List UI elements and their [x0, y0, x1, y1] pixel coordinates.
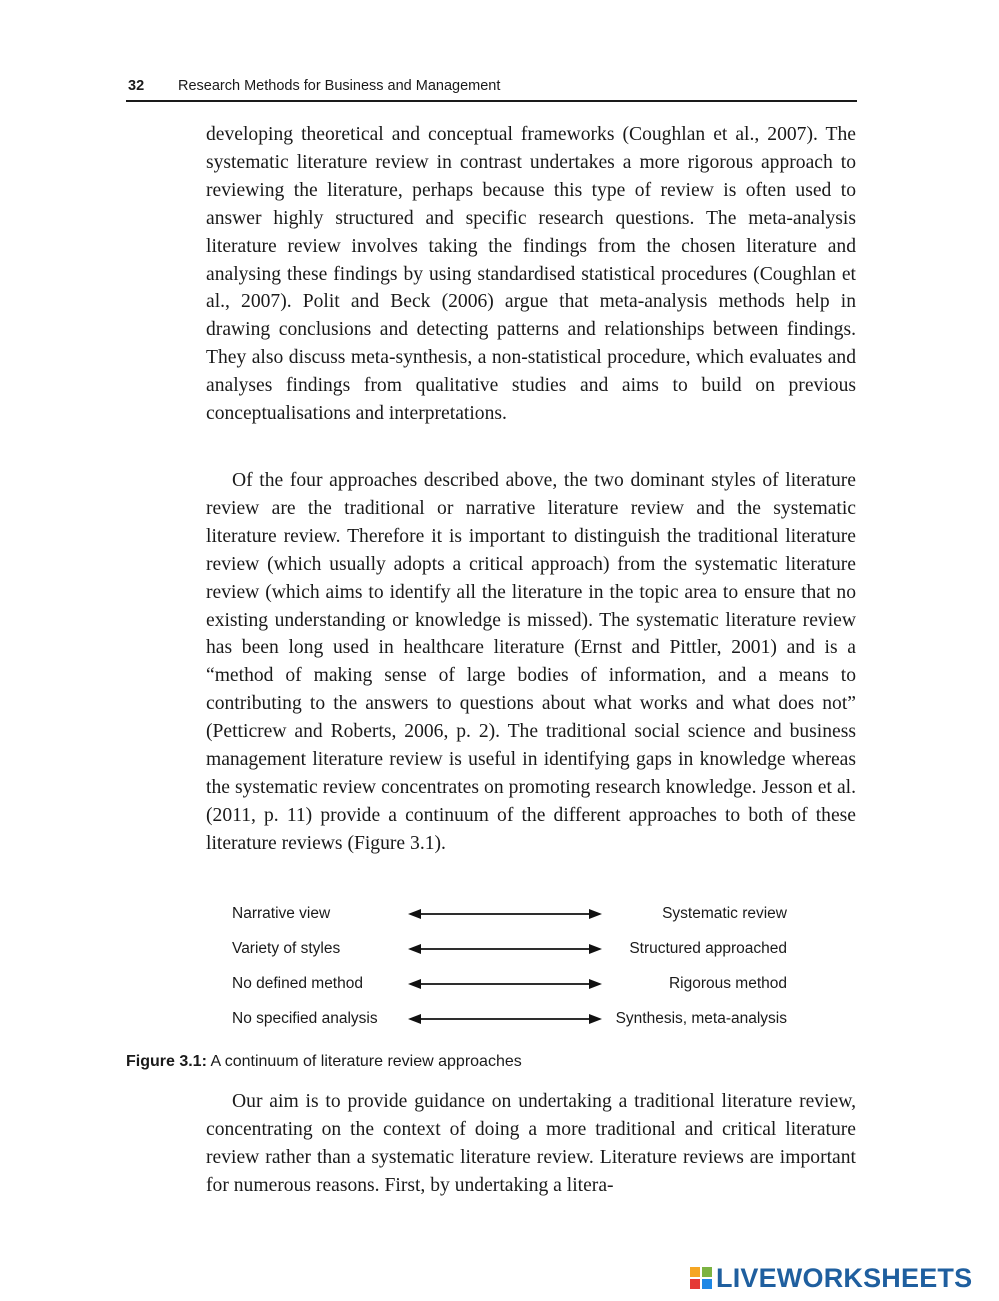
book-title: Research Methods for Business and Management	[178, 78, 501, 94]
figure-left-label: No defined method	[232, 975, 363, 992]
liveworksheets-logo	[690, 1263, 972, 1293]
figure-right-label: Rigorous method	[668, 975, 787, 992]
figure-right-label: Synthesis, meta-analysis	[615, 1010, 787, 1027]
paragraph-3: Our aim is to provide guidance on undertaking a traditional literature review, concentrating on the context of doing a more traditional and critical literature review rather than a systematic literature review. Literature reviews are important for numerous reasons. First, by undertaking a litera-	[206, 1091, 856, 1196]
running-header	[126, 76, 857, 102]
double-arrow-icon	[408, 1012, 602, 1026]
figure-caption-label: Figure 3.1:	[126, 1053, 207, 1070]
page-number: 32	[128, 78, 145, 94]
figure-caption-text: A continuum of literature review approaches	[210, 1053, 522, 1070]
paragraph-1: developing theoretical and conceptual frameworks (Coughlan et al., 2007). The systematic literature review in contrast undertakes a more rigorous approach to reviewing the literature, perhaps because this type of review is often used to answer highly structured and specific research questions. The meta-analysis literature review involves taking the findings from the chosen literature and analysing these findings by using standardised statistical procedures (Coughlan et al., 2007). Polit and Beck (2006) argue that meta-analysis methods help in drawing conclusions and detecting patterns and relationships between findings. They also discuss meta-synthesis, a non-statistical procedure, which evaluates and analyses findings from qualitative studies and aims to build on previous conceptualisations and interpretations.	[206, 124, 856, 425]
liveworksheets-wordmark: LIVEWORKSHEETS	[716, 1262, 973, 1293]
paragraph-2: Of the four approaches described above, the two dominant styles of literature review are the traditional or narrative literature review and the systematic literature review. Therefore it is important to distinguish the traditional literature review (which usually adopts a critical approach) from the systematic literature review (which aims to identify all the literature in the topic area to ensure that no existing understanding or knowledge is missed). The systematic literature review has been long used in healthcare literature (Ernst and Pittler, 2001) and is a “method of making sense of large bodies of information, and a means to contributing to the answers to questions about what works and what does not” (Petticrew and Roberts, 2006, p. 2). The traditional social science and business management literature review is useful in identifying gaps in knowledge whereas the systematic review concentrates on promoting research knowledge. Jesson et al. (2011, p. 11) provide a continuum of the different approaches to both of these literature reviews (Figure 3.1).	[206, 470, 856, 854]
figure-left-label: Variety of styles	[232, 940, 341, 957]
double-arrow-icon	[408, 907, 602, 921]
double-arrow-icon	[408, 977, 602, 991]
liveworksheets-logo-icon	[690, 1267, 712, 1289]
figure-right-label: Structured approached	[629, 940, 787, 957]
figure-right-label: Systematic review	[662, 905, 787, 922]
double-arrow-icon	[408, 942, 602, 956]
figure-left-label: No specified analysis	[232, 1010, 378, 1027]
figure-caption	[126, 1053, 522, 1071]
figure-left-label: Narrative view	[232, 905, 331, 922]
